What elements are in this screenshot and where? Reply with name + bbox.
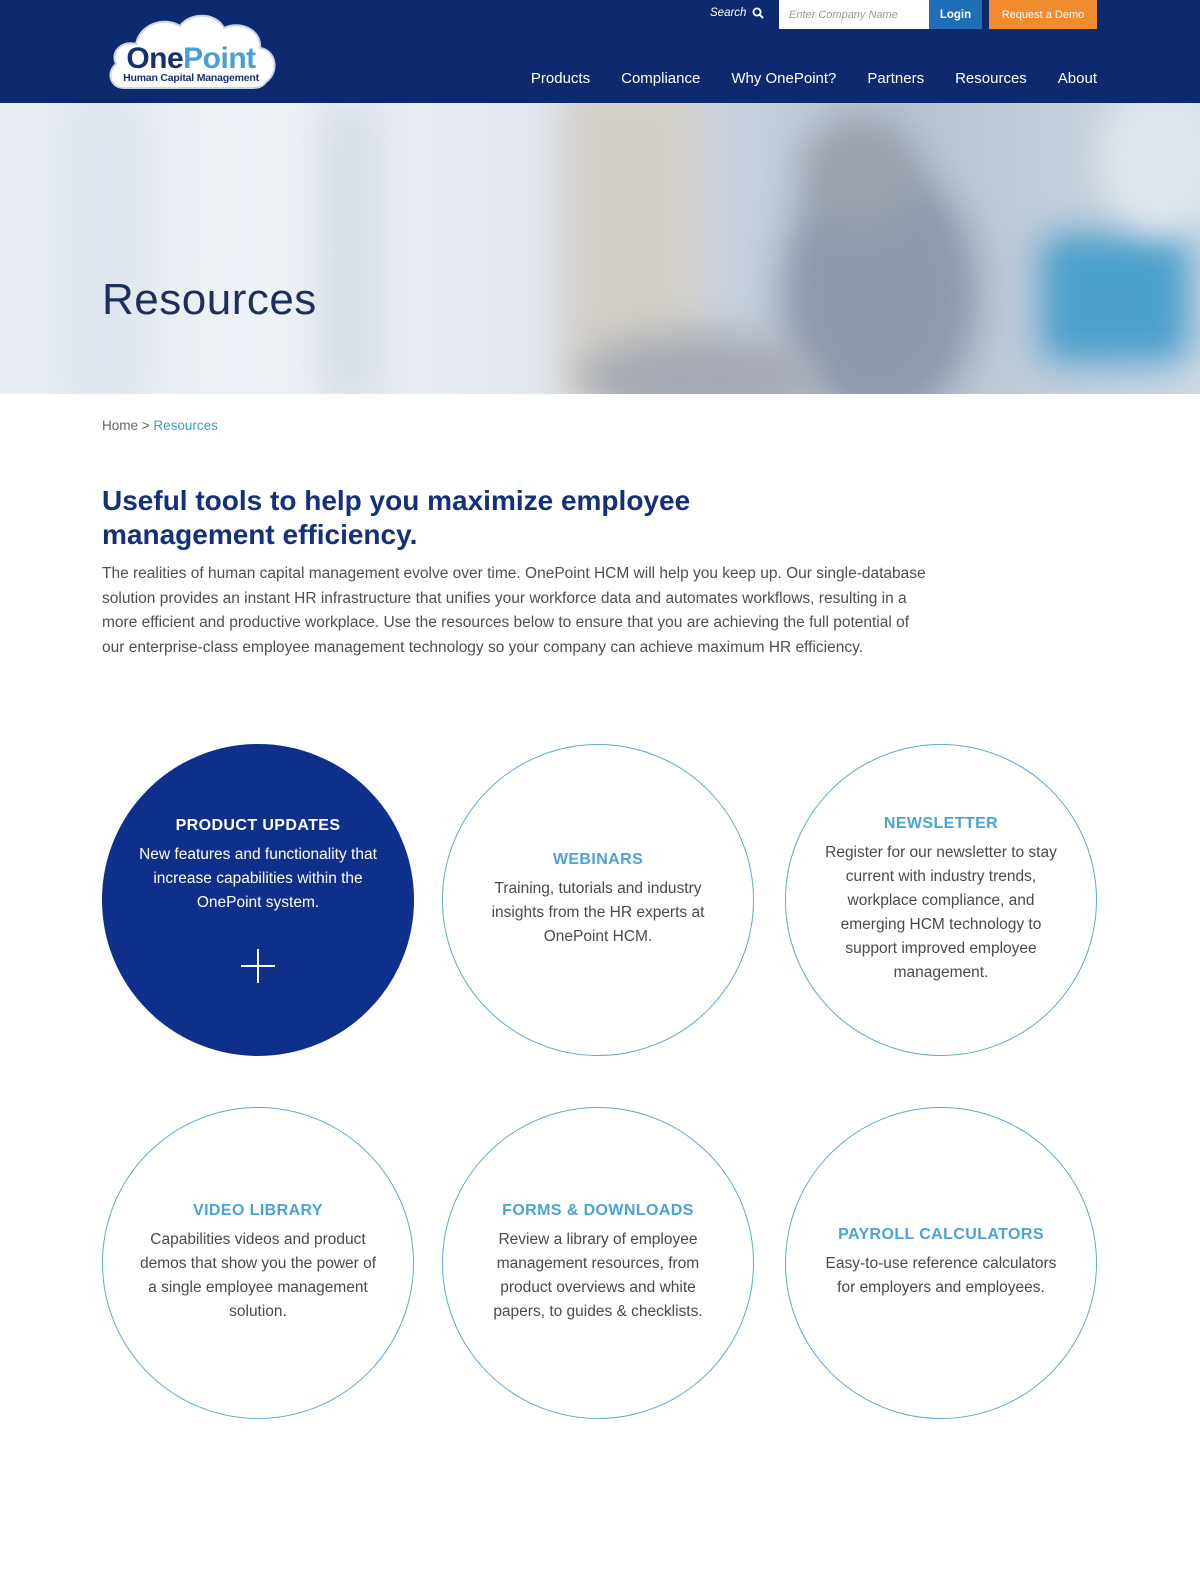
search-icon (752, 7, 764, 19)
intro-body: The realities of human capital management evolve over time. OnePoint HCM will help you keep up. Our single-database solution provides an instant HR infrastructure that unifies your workforce data and automates workflows, resulting in a more efficient and productive workplace. Use the resources below to ensure that you are achieving the full potential of our enterprise-class employee management technology so your company can achieve maximum HR efficiency. (102, 565, 926, 656)
resource-card-title: VIDEO LIBRARY (193, 1202, 323, 1219)
nav-item-compliance[interactable]: Compliance (621, 70, 701, 87)
logo-wordmark: OnePoint (126, 42, 256, 75)
resource-card-forms-downloads[interactable] (442, 1107, 754, 1419)
hero-blur-shape (1040, 233, 1190, 363)
resource-card-desc: Training, tutorials and industry insights from the HR experts at OnePoint HCM. (491, 880, 705, 945)
resource-card-title: PRODUCT UPDATES (175, 817, 341, 834)
nav-item-products[interactable]: Products (530, 70, 591, 87)
resource-card-payroll-calculators[interactable] (785, 1107, 1097, 1419)
page-title: Resources (102, 275, 317, 324)
breadcrumb-separator: > (138, 418, 154, 433)
onepoint-logo[interactable] (106, 10, 278, 90)
hero-blur-shape (800, 113, 920, 233)
logo-tagline: Human Capital Management (123, 72, 259, 84)
resource-card-video-library[interactable] (102, 1107, 414, 1419)
nav-item-why-onepoint[interactable]: Why OnePoint? (731, 70, 837, 87)
nav-item-partners[interactable]: Partners (867, 70, 925, 87)
company-name-input[interactable] (779, 0, 929, 29)
plus-icon[interactable] (241, 949, 275, 983)
search-label: Search (710, 7, 747, 19)
resource-card-webinars[interactable] (442, 744, 754, 1056)
resource-card-desc: Easy-to-use reference calculators for employers and employees. (825, 1255, 1057, 1296)
nav-item-about[interactable]: About (1057, 70, 1097, 87)
hero-blur-shape (320, 103, 380, 394)
nav-item-resources[interactable]: Resources (955, 70, 1027, 87)
resource-card-title: NEWSLETTER (883, 815, 999, 832)
hero-blur-shape (1100, 103, 1200, 233)
search-toggle[interactable] (710, 7, 764, 19)
site-header (0, 0, 1200, 103)
resource-card-desc: Register for our newsletter to stay current with industry trends, workplace compliance, and emerging HCM technology to support improved employee management. (825, 844, 1057, 981)
resource-card-title: FORMS & DOWNLOADS (502, 1202, 694, 1219)
resource-card-title: WEBINARS (552, 851, 644, 868)
resource-card-product-updates[interactable] (102, 744, 414, 1056)
resource-card-desc: New features and functionality that increase capabilities within the OnePoint system. (139, 846, 377, 911)
resource-card-desc: Capabilities videos and product demos that show you the power of a single employee management solution. (139, 1231, 377, 1320)
request-demo-button[interactable]: Request a Demo (989, 0, 1097, 29)
intro-heading: Useful tools to help you maximize employee management efficiency. (102, 485, 691, 550)
hero-background-image (60, 103, 150, 394)
breadcrumb (102, 418, 218, 433)
login-button[interactable]: Login (929, 0, 982, 29)
resource-card-desc: Review a library of employee management resources, from product overviews and white papers, to guides & checklists. (493, 1231, 703, 1320)
resource-card-newsletter[interactable] (785, 744, 1097, 1056)
resource-card-title: PAYROLL CALCULATORS (838, 1226, 1044, 1243)
hero-banner (0, 103, 1200, 394)
main-nav (500, 70, 1097, 87)
breadcrumb-current[interactable]: Resources (153, 418, 218, 433)
breadcrumb-home[interactable]: Home (102, 418, 139, 433)
